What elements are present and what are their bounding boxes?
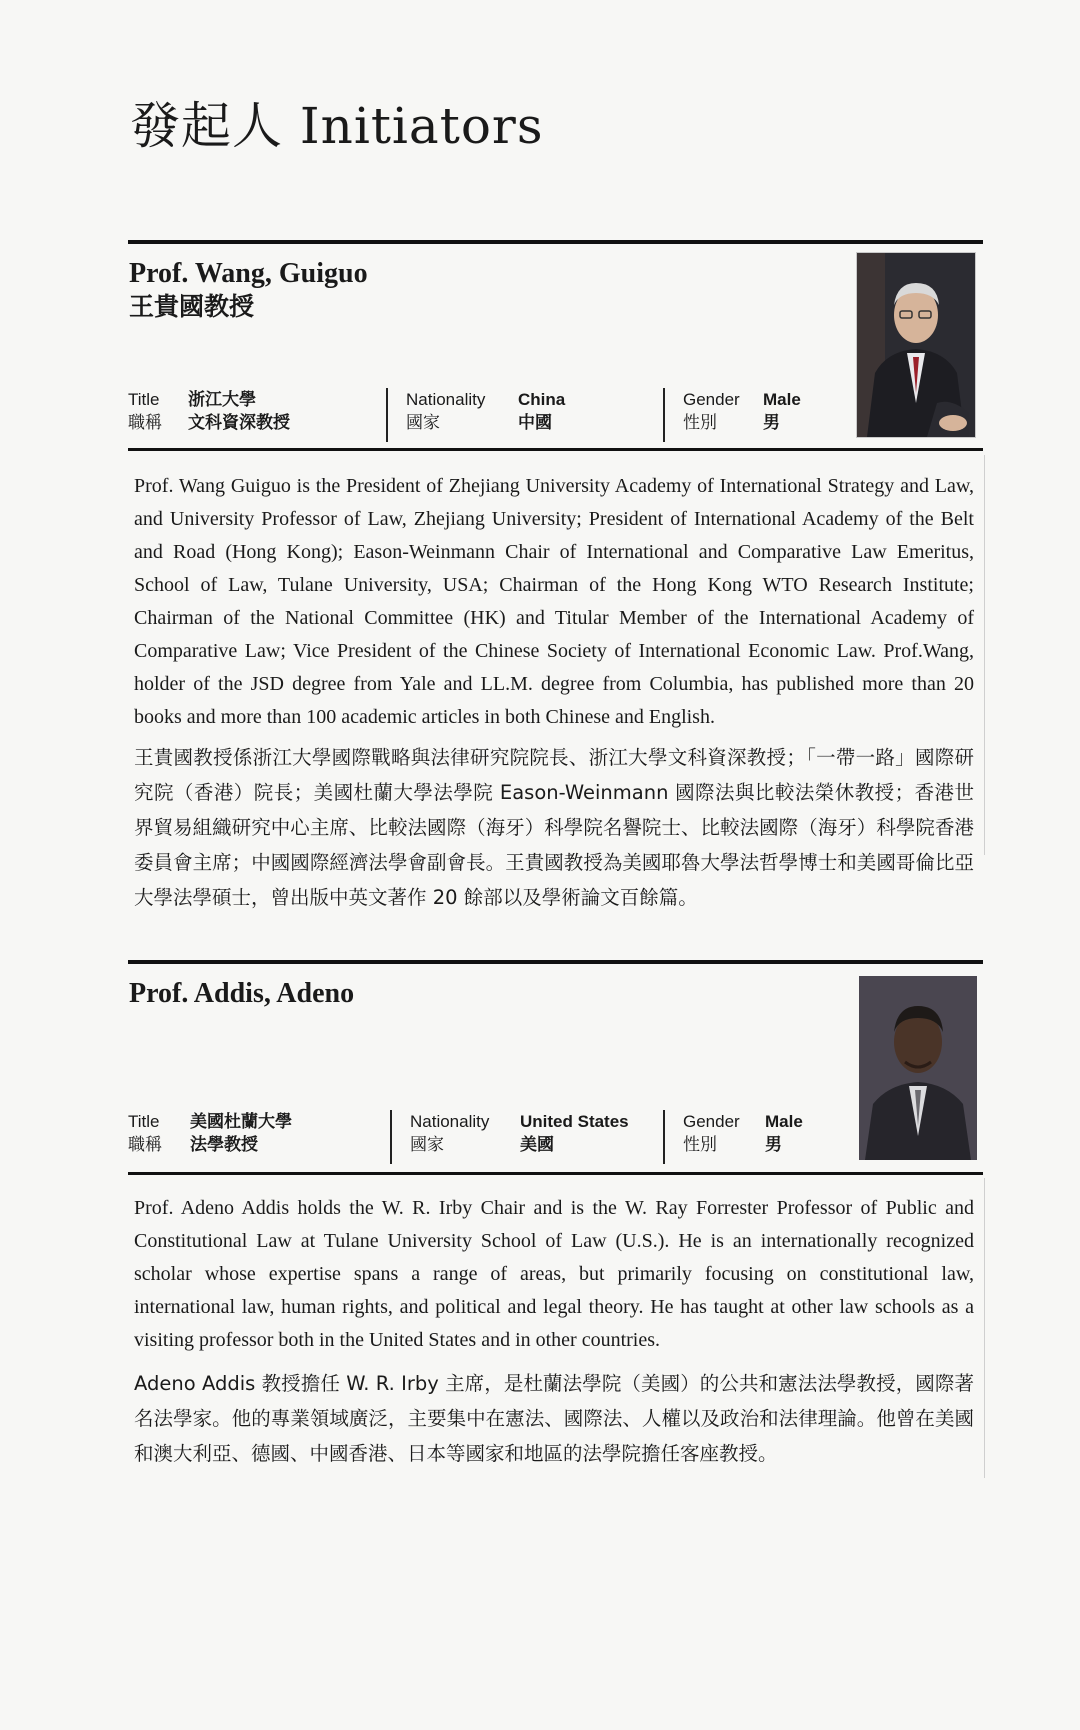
- gender-value-zh: 男: [763, 413, 780, 432]
- title-value-line1: 美國杜蘭大學: [190, 1112, 292, 1131]
- nationality-value-zh: 中國: [518, 413, 552, 432]
- profile-name: [129, 257, 368, 323]
- nationality-label-en: Nationality: [410, 1112, 490, 1131]
- nationality-label: [406, 388, 485, 434]
- portrait-illustration: [857, 253, 975, 437]
- gender-value: [765, 1110, 803, 1156]
- bio-chinese: 王貴國教授係浙江大學國際戰略與法律研究院院長、浙江大學文科資深教授；「一帶一路」國際研究院（香港）院長；美國杜蘭大學法學院 Eason-Weinmann 國際法與比較法榮休教授；香港世界貿易組織研究中心主席、比較法國際（海牙）科學院名譽院士、比較法國際（海牙）科學院香港委員會主席；中國國際經濟法學會副會長。王貴國教授為美國耶魯大學法哲學博士和美國哥倫比亞大學法學碩士，曾出版中英文著作 20 餘部以及學術論文百餘篇。: [134, 746, 974, 909]
- divider: [128, 1172, 983, 1175]
- portrait-illustration: [859, 976, 977, 1160]
- divider: [128, 240, 983, 244]
- meta-gender: [663, 1110, 845, 1164]
- title-label-en: Title: [128, 390, 160, 409]
- meta-title: [128, 1110, 366, 1164]
- title-label: [128, 1110, 162, 1156]
- profile-name: [129, 977, 354, 1010]
- nationality-value: [520, 1110, 629, 1156]
- profile-name-en: Prof. Wang, Guiguo: [129, 258, 368, 289]
- bio-english: Prof. Wang Guiguo is the President of Zhejiang University Academy of International Strategy and Law, and University Professor of Law, Zhejiang University; President of International Academy of the Belt and Road (Hong Kong); Eason-Weinmann Chair of International and Comparative Law Emeritus, School of Law, Tulane University, USA; Chairman of the Hong Kong WTO Research Institute; Chairman of the National Committee (HK) and Titular Member of the International Academy of Comparative Law; Vice President of the Chinese Society of International Economic Law. Prof.Wang, holder of the JSD degree from Yale and LL.M. degree from Columbia, has published more than 20 books and more than 100 academic articles in both Chinese and English.: [134, 475, 974, 728]
- nationality-value-zh: 美國: [520, 1135, 554, 1154]
- gender-label-en: Gender: [683, 390, 740, 409]
- profile-name-en: Prof. Addis, Adeno: [129, 978, 355, 1009]
- title-value-line2: 法學教授: [190, 1135, 258, 1154]
- divider: [128, 960, 983, 964]
- gender-label: [683, 388, 740, 434]
- meta-gender: [663, 388, 845, 442]
- title-value: [190, 1110, 292, 1156]
- page-title: 發起人 Initiators: [130, 96, 544, 155]
- gender-value-zh: 男: [765, 1135, 782, 1154]
- meta-title: [128, 388, 363, 442]
- gender-label-zh: 性別: [683, 413, 717, 432]
- nationality-label-en: Nationality: [406, 390, 486, 409]
- divider: [128, 448, 983, 451]
- nationality-value: [518, 388, 565, 434]
- profile-photo: [859, 976, 977, 1160]
- gender-label: [683, 1110, 740, 1156]
- nationality-label-zh: 國家: [410, 1135, 444, 1154]
- nationality-value-en: United States: [520, 1112, 629, 1131]
- title-label-en: Title: [128, 1112, 160, 1131]
- gender-value: [763, 388, 801, 434]
- gender-label-zh: 性別: [683, 1135, 717, 1154]
- gender-value-en: Male: [763, 390, 801, 409]
- profile-card: [128, 240, 983, 930]
- bio-chinese: Adeno Addis 教授擔任 W. R. Irby 主席，是杜蘭法學院（美國）的公共和憲法法學教授，國際著名法學家。他的專業領域廣泛，主要集中在憲法、國際法、人權以及政治和法律理論。他曾在美國和澳大利亞、德國、中國香港、日本等國家和地區的法學院擔任客座教授。: [134, 1372, 974, 1465]
- nationality-label-zh: 國家: [406, 413, 440, 432]
- title-label-zh: 職稱: [128, 1135, 162, 1154]
- title-value: [188, 388, 290, 434]
- gender-value-en: Male: [765, 1112, 803, 1131]
- profile-name-zh: 王貴國教授: [129, 292, 255, 321]
- title-value-line2: 文科資深教授: [188, 413, 290, 432]
- frame-edge: [984, 1178, 985, 1478]
- profile-card: [128, 960, 983, 1490]
- meta-nationality: [386, 388, 638, 442]
- nationality-label: [410, 1110, 489, 1156]
- bio-english: Prof. Adeno Addis holds the W. R. Irby Chair and is the W. Ray Forrester Professor of Public and Constitutional Law at Tulane University School of Law (U.S.). He is an internationally recognized scholar whose expertise spans a range of areas, but primarily focusing on constitutional law, international law, human rights, and political and legal theory. He has taught at other law schools as a visiting professor both in the United States and in other countries.: [134, 1197, 974, 1351]
- profile-photo: [856, 252, 976, 438]
- title-value-line1: 浙江大學: [188, 390, 256, 409]
- nationality-value-en: China: [518, 390, 566, 409]
- meta-nationality: [390, 1110, 642, 1164]
- title-label-zh: 職稱: [128, 413, 162, 432]
- frame-edge: [984, 455, 985, 855]
- gender-label-en: Gender: [683, 1112, 740, 1131]
- title-label: [128, 388, 162, 434]
